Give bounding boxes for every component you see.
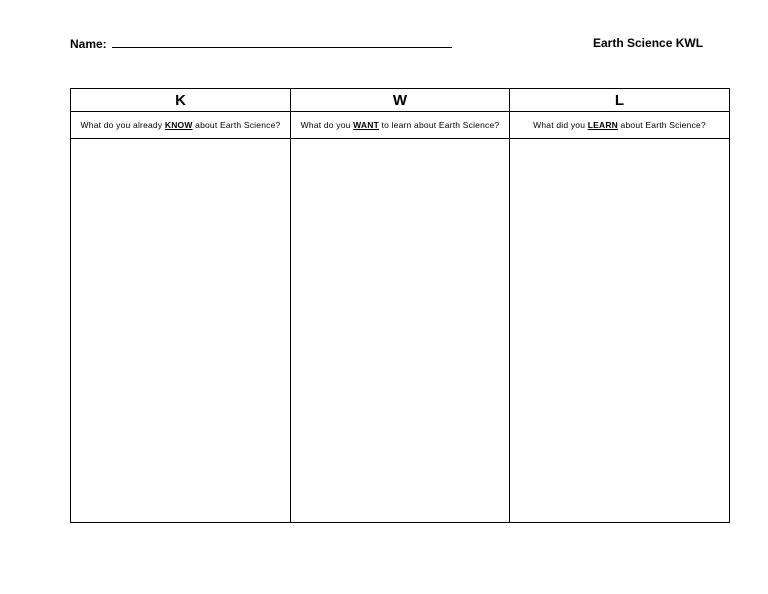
prompt-want-before: What do you — [300, 120, 354, 130]
prompt-learn-after: about Earth Science? — [618, 120, 706, 130]
prompt-want — [291, 112, 510, 139]
column-letter-l: L — [510, 89, 730, 112]
name-label: Name: — [70, 37, 107, 51]
answer-area-learn[interactable] — [510, 139, 730, 523]
answer-area-know[interactable] — [71, 139, 291, 523]
column-letter-w: W — [291, 89, 510, 112]
column-letter-k: K — [71, 89, 291, 112]
prompt-know-after: about Earth Science? — [192, 120, 281, 130]
prompt-want-keyword: WANT — [353, 120, 379, 130]
prompt-know — [71, 112, 291, 139]
prompt-know-keyword: KNOW — [164, 120, 193, 130]
prompt-learn-before: What did you — [533, 120, 588, 130]
name-field[interactable] — [70, 36, 452, 51]
answer-row — [71, 139, 730, 523]
prompt-want-after: to learn about Earth Science? — [378, 120, 500, 130]
kwl-chart-table — [70, 88, 730, 523]
prompt-know-before: What do you already — [80, 120, 165, 130]
worksheet-title: Earth Science KWL — [593, 36, 704, 50]
prompt-learn — [510, 112, 730, 139]
prompt-learn-keyword: LEARN — [587, 120, 618, 130]
answer-area-want[interactable] — [291, 139, 510, 523]
prompt-row — [71, 112, 730, 139]
name-blank-line[interactable] — [112, 36, 452, 48]
letter-header-row — [71, 89, 730, 112]
